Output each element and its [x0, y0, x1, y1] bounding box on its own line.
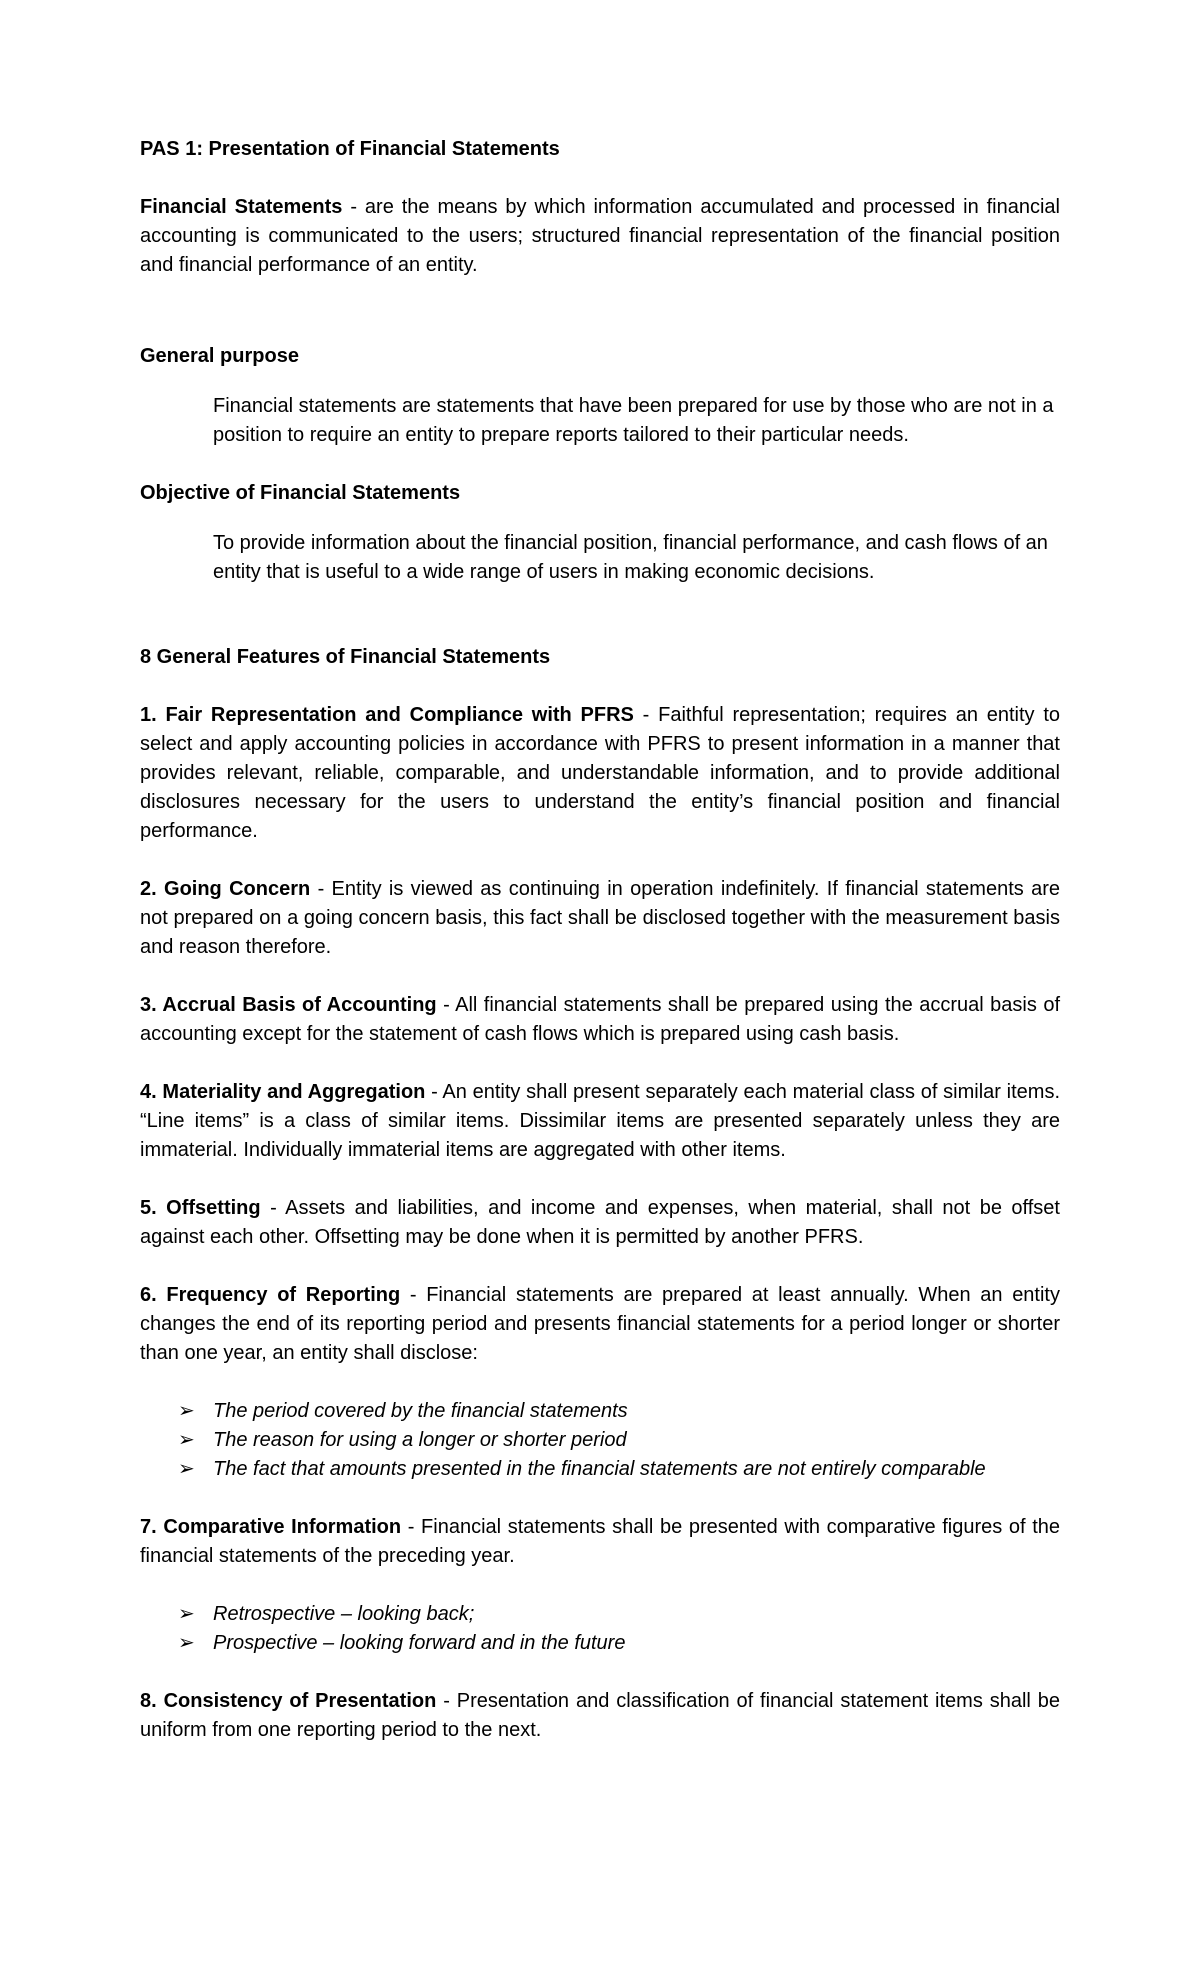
feature-1-term: 1. Fair Representation and Compliance with PFRS: [140, 704, 634, 726]
feature-5-term: 5. Offsetting: [140, 1197, 261, 1219]
feature-6-text: - Financial statements are prepared at least annually. When an entity changes the end of its reporting period and presents financial statements for a period longer or shorter than one year, an entity shall disclose:: [140, 1284, 1060, 1364]
feature-2-term: 2. Going Concern: [140, 878, 311, 900]
list-item-text: The period covered by the financial statements: [213, 1400, 628, 1422]
list-item: [178, 1397, 1060, 1426]
features-heading: 8 General Features of Financial Statements: [140, 646, 551, 668]
general-purpose-text: Financial statements are statements that have been prepared for use by those who are not in a position to require an entity to prepare reports tailored to their particular needs.: [213, 395, 1054, 446]
feature-8-text: - Presentation and classification of financial statement items shall be uniform from one reporting period to the next.: [140, 1690, 1061, 1741]
objective-heading: Objective of Financial Statements: [140, 482, 461, 504]
feature-3-term: 3. Accrual Basis of Accounting: [140, 994, 437, 1016]
list-item: [178, 1629, 1060, 1658]
arrowhead-bullet-icon: ➢: [178, 1632, 195, 1654]
arrowhead-bullet-icon: ➢: [178, 1429, 195, 1451]
arrowhead-bullet-icon: ➢: [178, 1458, 195, 1480]
feature-7: [140, 1513, 1060, 1571]
document-page: [140, 135, 1060, 1745]
feature-7-bullet-list: [140, 1600, 1060, 1658]
fs-definition-text: - are the means by which information accumulated and processed in financial accounting is communicated to the users; structured financial representation of the financial position and financial performance of an entity.: [140, 196, 1060, 276]
list-item-text: Retrospective – looking back;: [213, 1603, 475, 1625]
arrowhead-bullet-icon: ➢: [178, 1603, 195, 1625]
list-item: [178, 1426, 1060, 1455]
feature-5-text: - Assets and liabilities, and income and expenses, when material, shall not be offset against each other. Offsetting may be done when it is permitted by another PFRS.: [140, 1197, 1060, 1248]
feature-6-bullet-list: [140, 1397, 1060, 1484]
feature-3: [140, 991, 1060, 1049]
list-item-text: Prospective – looking forward and in the future: [213, 1632, 626, 1654]
feature-6-term: 6. Frequency of Reporting: [140, 1284, 401, 1306]
list-item: [178, 1600, 1060, 1629]
feature-2: [140, 875, 1060, 962]
fs-definition: [140, 193, 1060, 280]
general-purpose-heading: General purpose: [140, 345, 299, 367]
feature-3-text: - All financial statements shall be prepared using the accrual basis of accounting except for the statement of cash flows which is prepared using cash basis.: [140, 994, 1061, 1045]
arrowhead-bullet-icon: ➢: [178, 1400, 195, 1422]
objective-text: To provide information about the financial position, financial performance, and cash flows of an entity that is useful to a wide range of users in making economic decisions.: [213, 532, 1048, 583]
feature-7-term: 7. Comparative Information: [140, 1516, 402, 1538]
list-item: [178, 1455, 1060, 1484]
feature-8-term: 8. Consistency of Presentation: [140, 1690, 437, 1712]
feature-4-text: - An entity shall present separately each material class of similar items. “Line items” is a class of similar items. Dissimilar items are presented separately unless they are immaterial. Individually immaterial items are aggregated with other items.: [140, 1081, 1060, 1161]
feature-4: [140, 1078, 1060, 1165]
feature-4-term: 4. Materiality and Aggregation: [140, 1081, 426, 1103]
list-item-text: The fact that amounts presented in the financial statements are not entirely comparable: [213, 1458, 986, 1480]
feature-2-text: - Entity is viewed as continuing in operation indefinitely. If financial statements are not prepared on a going concern basis, this fact shall be disclosed together with the measurement basis and reason therefore.: [140, 878, 1060, 958]
fs-definition-term: Financial Statements: [140, 196, 343, 218]
feature-1-text: - Faithful representation; requires an entity to select and apply accounting policies in accordance with PFRS to present information in a manner that provides relevant, reliable, comparable, and understandable information, and to provide additional disclosures necessary for the users to understand the entity’s financial position and financial performance.: [140, 704, 1061, 842]
page-title: PAS 1: Presentation of Financial Statements: [140, 138, 560, 160]
feature-7-text: - Financial statements shall be presented with comparative figures of the financial statements of the preceding year.: [140, 1516, 1061, 1567]
feature-6: [140, 1281, 1060, 1368]
list-item-text: The reason for using a longer or shorter period: [213, 1429, 627, 1451]
feature-8: [140, 1687, 1060, 1745]
feature-5: [140, 1194, 1060, 1252]
feature-1: [140, 701, 1060, 846]
